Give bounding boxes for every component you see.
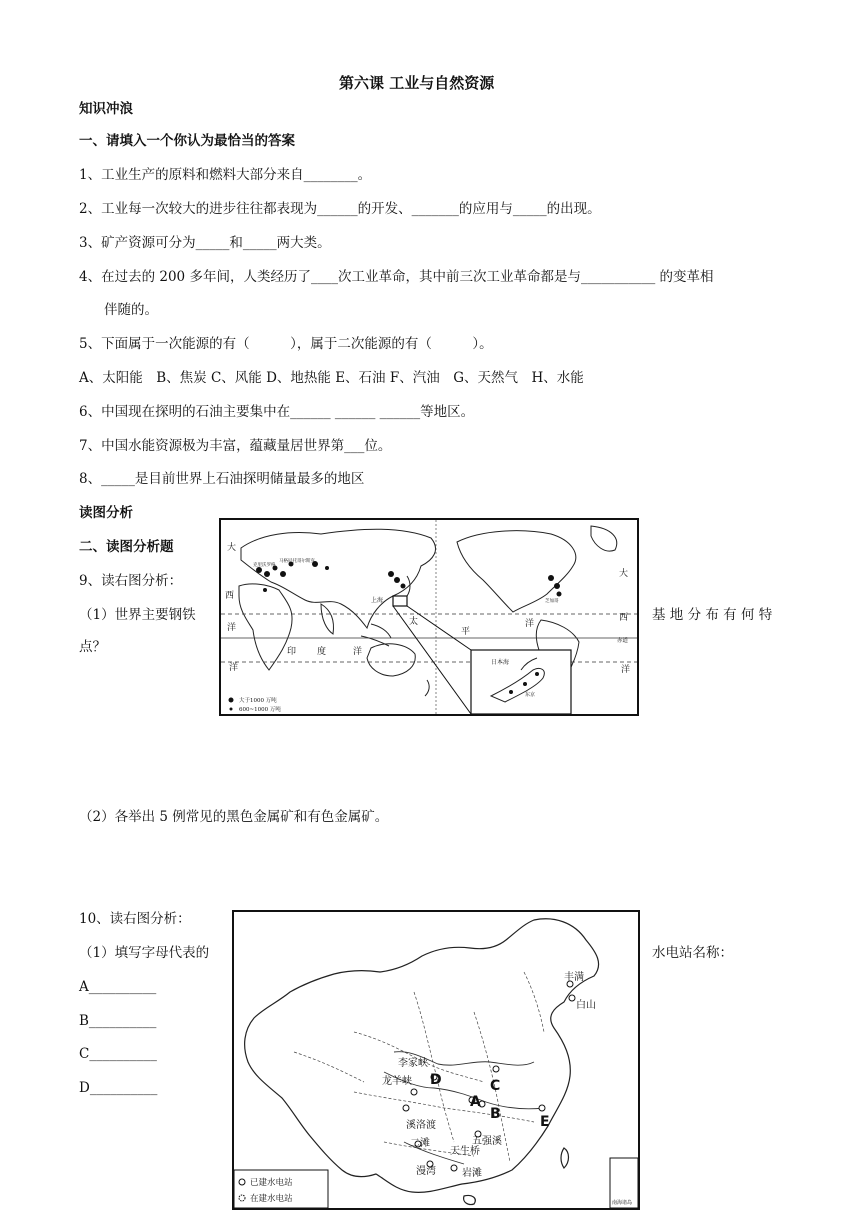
question-9-2: （2）各举出 5 例常见的黑色金属矿和有色金属矿。 bbox=[79, 809, 389, 825]
label-da1: 大 bbox=[227, 543, 237, 553]
legend-medium: 600~1000 万吨 bbox=[239, 707, 281, 713]
station-wuqiangxi: 五强溪 bbox=[472, 1136, 502, 1147]
label-yang3: 洋 bbox=[621, 665, 631, 675]
legend-under-construction: 在建水电站 bbox=[250, 1194, 293, 1204]
station-longyangxia: 龙羊峡 bbox=[382, 1076, 412, 1087]
label-shanghai: 上海 bbox=[371, 597, 384, 604]
blank-a: A__________ bbox=[79, 979, 157, 995]
label-city-us: 芝加哥 bbox=[545, 599, 559, 604]
label-ping: 平 bbox=[461, 627, 471, 637]
label-city-ru2: 马格尼托哥尔斯克 bbox=[279, 559, 315, 564]
world-map-drawing bbox=[221, 520, 637, 714]
question-8: 8、_____是目前世界上石油探明储量最多的地区 bbox=[79, 471, 365, 487]
label-yang1: 洋 bbox=[227, 623, 237, 633]
question-4-line1: 4、在过去的 200 多年间，人类经历了____次工业革命，其中前三次工业革命都是与___________ 的变革相 bbox=[79, 269, 714, 285]
station-tianshengqiao: 天生桥 bbox=[450, 1146, 480, 1157]
question-9: 9、读右图分析： bbox=[79, 573, 183, 589]
label-du: 度 bbox=[317, 647, 327, 657]
japan-inset bbox=[471, 650, 571, 714]
label-equator: 赤道 bbox=[617, 638, 629, 644]
question-9-1-right: 基 地 分 布 有 何 特 bbox=[652, 607, 773, 623]
legend-built: 已建水电站 bbox=[250, 1178, 293, 1188]
station-ertan: 二滩 bbox=[410, 1138, 430, 1149]
label-yang4: 洋 bbox=[353, 647, 363, 657]
label-sea-of-japan: 日本海 bbox=[491, 659, 510, 666]
question-2: 2、工业每一次较大的进步往往都表现为______的开发、_______的应用与_____的出现。 bbox=[79, 201, 601, 217]
label-city-ru1: 克里沃罗格 bbox=[253, 563, 276, 568]
label-da2: 大 bbox=[619, 569, 629, 579]
letter-a: A bbox=[470, 1094, 481, 1110]
question-4-line2: 伴随的。 bbox=[104, 302, 158, 318]
question-5: 5、下面属于一次能源的有（ ），属于二次能源的有（ ）。 bbox=[79, 336, 493, 352]
legend-large: 大于1000 万吨 bbox=[239, 698, 277, 704]
part1-heading: 一、请填入一个你认为最恰当的答案 bbox=[79, 133, 295, 149]
china-map-drawing bbox=[234, 912, 638, 1208]
label-yin: 印 bbox=[287, 647, 297, 657]
letter-b: B bbox=[490, 1106, 501, 1122]
world-steel-map bbox=[219, 518, 639, 716]
station-xiluodu: 溪洛渡 bbox=[406, 1120, 436, 1131]
question-7: 7、中国水能资源极为丰富，蕴藏量居世界第___位。 bbox=[79, 438, 392, 454]
part2-heading: 二、读图分析题 bbox=[79, 539, 174, 555]
label-yang2: 洋 bbox=[525, 619, 535, 629]
label-tai: 太 bbox=[409, 617, 419, 627]
station-lijiaxia: 李家峡 bbox=[398, 1058, 428, 1069]
station-manwan: 漫湾 bbox=[416, 1166, 436, 1177]
question-9-1-cont: 点？ bbox=[79, 639, 106, 655]
section-heading-map-analysis: 读图分析 bbox=[79, 505, 133, 521]
question-3: 3、矿产资源可分为_____和_____两大类。 bbox=[79, 235, 331, 251]
inset-label: 南海诸岛 bbox=[612, 1200, 633, 1206]
question-10-1-right: 水电站名称： bbox=[652, 945, 733, 961]
question-5-options: A、太阳能 B、焦炭 C、风能 D、地热能 E、石油 F、汽油 G、天然气 H、水能 bbox=[79, 370, 584, 386]
page-title: 第六课 工业与自然资源 bbox=[339, 74, 495, 92]
question-10-1-left: （1）填写字母代表的 bbox=[79, 945, 210, 961]
question-10: 10、读右图分析： bbox=[79, 911, 191, 927]
letter-c: C bbox=[490, 1078, 501, 1094]
question-1: 1、工业生产的原料和燃料大部分来自________。 bbox=[79, 167, 372, 183]
station-baishan: 白山 bbox=[576, 1000, 596, 1011]
question-6: 6、中国现在探明的石油主要集中在______ ______ ______等地区。 bbox=[79, 404, 475, 420]
section-heading-knowledge: 知识冲浪 bbox=[79, 101, 133, 117]
china-hydropower-map bbox=[232, 910, 640, 1210]
label-yang-west: 洋 bbox=[229, 663, 239, 673]
blank-b: B__________ bbox=[79, 1013, 157, 1029]
blank-c: C__________ bbox=[79, 1046, 157, 1062]
question-9-1-left: （1）世界主要钢铁 bbox=[79, 607, 196, 623]
station-fengman: 丰满 bbox=[564, 972, 584, 983]
label-xi1: 西 bbox=[225, 591, 235, 601]
letter-d: D bbox=[430, 1072, 442, 1088]
letter-e: E bbox=[540, 1114, 550, 1130]
label-japan-city: 东京 bbox=[525, 692, 536, 698]
blank-d: D__________ bbox=[79, 1080, 158, 1096]
label-xi2: 西 bbox=[619, 613, 629, 623]
station-yantan: 岩滩 bbox=[462, 1168, 482, 1179]
